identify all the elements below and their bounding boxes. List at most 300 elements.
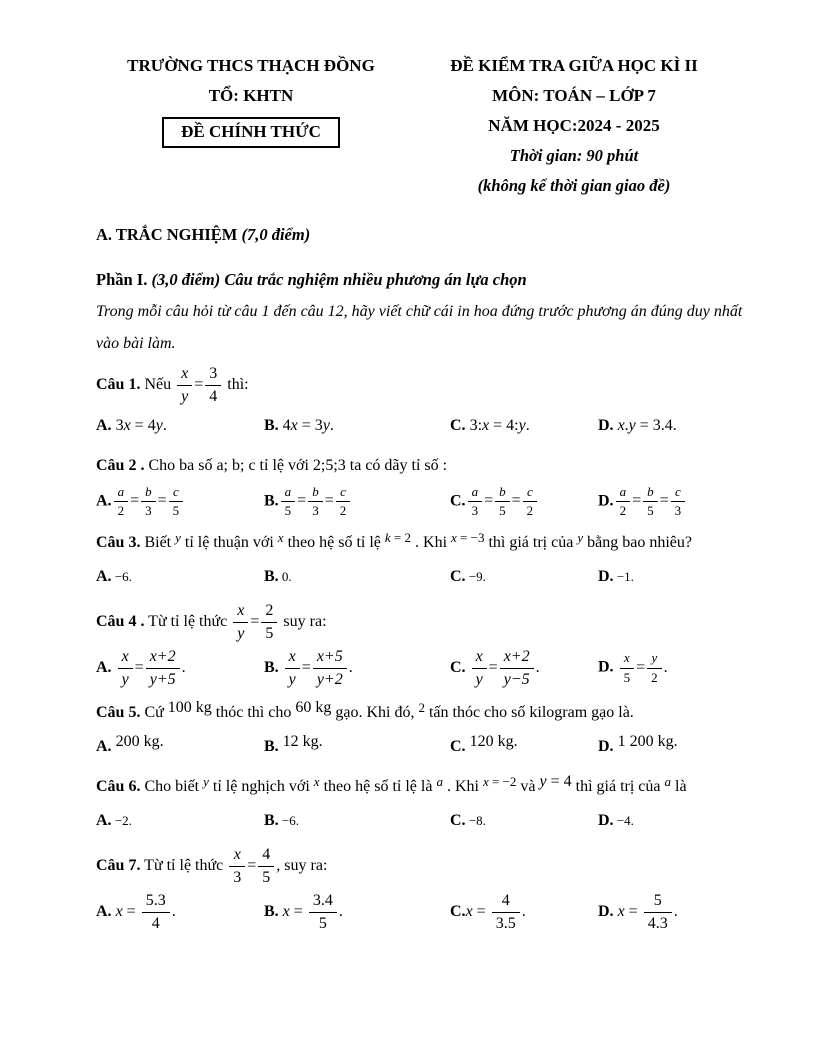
question-1-option-c [450, 415, 598, 437]
fraction-denominator: 4 [151, 914, 160, 932]
option-text [614, 650, 668, 685]
exam-title: ĐỀ KIỂM TRA GIỮA HỌC KÌ II [450, 56, 698, 75]
fraction [616, 484, 631, 520]
question-2-option-a [96, 484, 264, 520]
question-5-text [140, 698, 634, 721]
text-fragment: = 4: [489, 416, 519, 434]
option-letter: A. [96, 492, 112, 510]
text-fragment: = [624, 902, 642, 920]
fraction-numerator: x [118, 647, 133, 669]
question-6-option-a [96, 810, 264, 832]
question-5-option-d [598, 733, 742, 758]
fraction [141, 484, 156, 520]
text-fragment: tỉ lệ nghịch với [208, 777, 314, 795]
fraction-denominator: 3 [145, 503, 152, 519]
text-fragment: . Khi [442, 777, 483, 795]
fraction [500, 647, 534, 690]
question-1-option-b [264, 415, 450, 437]
text-fragment: . [329, 416, 334, 434]
question-4-text [144, 602, 327, 642]
text-fragment: y [539, 772, 547, 790]
text-fragment: 1 200 kg. [613, 733, 678, 751]
option-letter: B. [264, 492, 279, 510]
question-6-text [140, 772, 687, 795]
fraction-numerator: c [523, 484, 538, 503]
question-2-options [96, 484, 742, 520]
fraction-denominator: 2 [651, 669, 658, 685]
fraction [620, 650, 635, 686]
fraction [229, 845, 245, 888]
text-fragment: = [636, 658, 646, 676]
text-fragment: 3 [111, 416, 124, 434]
text-fragment: . [338, 902, 343, 920]
option-letter: C. [450, 492, 466, 510]
text-fragment: suy ra: [279, 613, 327, 631]
text-fragment: . [162, 416, 167, 434]
option-letter: D. [598, 738, 614, 756]
option-letter: D. [598, 492, 614, 510]
text-fragment: a [664, 773, 671, 789]
option-letter: D. [598, 902, 614, 920]
question-2-label: Câu 2 . [96, 456, 145, 474]
text-fragment: = [511, 492, 521, 510]
question-7-option-b [264, 891, 450, 934]
fraction [643, 484, 658, 520]
text-fragment: k [384, 529, 391, 545]
fraction-numerator: 5 [644, 891, 672, 913]
fraction-denominator: 4.3 [647, 914, 668, 932]
question-3-options [96, 561, 742, 594]
text-fragment: 200 kg. [111, 733, 164, 751]
text-fragment: −1. [613, 569, 634, 585]
fraction-denominator: 5 [623, 669, 631, 685]
option-letter: D. [598, 416, 614, 434]
fraction-numerator: b [643, 484, 658, 503]
fraction-numerator: a [616, 484, 631, 503]
text-fragment: y [203, 773, 209, 789]
option-letter: A. [96, 658, 112, 676]
text-fragment: x [617, 902, 625, 920]
fraction [281, 484, 296, 520]
fraction-denominator: 3 [312, 503, 319, 519]
text-fragment: −8. [465, 813, 486, 829]
fraction-numerator: x [472, 647, 487, 669]
question-2 [96, 450, 742, 520]
text-fragment: Từ tỉ lệ thức [144, 613, 232, 631]
option-letter: B. [264, 658, 279, 676]
duration-note: (không kể thời gian giao đề) [477, 176, 671, 195]
fraction [313, 647, 347, 690]
option-letter: D. [598, 812, 614, 830]
fraction [468, 484, 483, 520]
question-7-text [140, 846, 328, 886]
text-fragment: . [348, 658, 353, 676]
option-text [466, 812, 486, 829]
option-letter: B. [264, 568, 279, 586]
fraction-denominator: 2 [117, 503, 125, 519]
part-1-label: Phần I. [96, 270, 148, 290]
fraction [205, 364, 221, 407]
part-1-heading [96, 264, 742, 296]
question-2-option-c [450, 484, 598, 520]
option-letter: C. [450, 568, 466, 586]
text-fragment: . [181, 658, 186, 676]
fraction [285, 647, 300, 690]
option-letter: B. [264, 812, 279, 830]
fraction [177, 364, 192, 407]
text-fragment: = [194, 375, 204, 393]
option-text [112, 568, 132, 585]
text-fragment: −6. [111, 569, 132, 585]
question-2-stem [96, 450, 746, 481]
text-fragment: và [516, 777, 540, 795]
school-year: NĂM HỌC:2024 - 2025 [488, 116, 660, 135]
text-fragment: = 4 [130, 416, 156, 434]
question-3-option-a [96, 566, 264, 588]
fraction-numerator: 5.3 [142, 891, 170, 913]
option-text [279, 417, 334, 434]
text-fragment: . [521, 902, 526, 920]
text-fragment: bằng bao nhiêu? [583, 533, 692, 551]
question-5-label: Câu 5. [96, 703, 141, 721]
fraction-denominator: 5 [265, 624, 274, 642]
question-3-option-d [598, 566, 742, 588]
text-fragment: Từ tỉ lệ thức [140, 857, 228, 875]
text-fragment: Nếu [140, 375, 176, 393]
fraction-denominator: 5 [284, 503, 292, 519]
fraction-denominator: y [181, 387, 189, 405]
text-fragment: x [115, 902, 123, 920]
text-fragment: y [628, 416, 636, 434]
text-fragment: = [130, 492, 140, 510]
option-text [614, 568, 634, 585]
text-fragment: x [123, 416, 131, 434]
option-text [614, 483, 688, 519]
fraction [309, 891, 337, 934]
text-fragment: thì giá trị của [484, 533, 578, 551]
header-right [406, 56, 742, 206]
text-fragment: = [297, 492, 307, 510]
question-6-option-c [450, 810, 598, 832]
option-text [279, 568, 292, 585]
fraction-numerator: c [336, 484, 351, 503]
text-fragment: y [175, 529, 181, 545]
question-3 [96, 527, 742, 594]
fraction-numerator: x [285, 647, 300, 669]
question-4-option-a [96, 647, 264, 690]
question-6-option-d [598, 810, 742, 832]
text-fragment: −9. [465, 569, 486, 585]
fraction-denominator: 3 [233, 868, 242, 886]
fraction [261, 601, 277, 644]
option-text [279, 647, 353, 688]
option-text [112, 483, 186, 519]
option-letter: C. [450, 902, 466, 920]
text-fragment: x [277, 529, 284, 545]
text-fragment: a [436, 773, 443, 789]
fraction-numerator: 4 [258, 845, 274, 867]
fraction [142, 891, 170, 934]
text-fragment: = [472, 902, 490, 920]
text-fragment [112, 659, 116, 676]
exam-header [96, 56, 742, 206]
question-1-options [96, 410, 742, 443]
fraction-denominator: y [288, 670, 296, 688]
text-fragment: . [171, 902, 176, 920]
text-fragment: = [289, 902, 307, 920]
section-a-heading [96, 219, 742, 251]
question-5-stem [96, 697, 746, 728]
fraction-denominator: 4 [209, 387, 218, 405]
fraction-numerator: a [114, 484, 129, 503]
option-text [112, 733, 164, 750]
fraction [647, 650, 662, 686]
fraction [114, 484, 129, 520]
fraction-numerator: x [233, 601, 248, 623]
question-4 [96, 601, 742, 690]
question-2-text [144, 457, 447, 474]
fraction-denominator: 5 [318, 914, 327, 932]
fraction-numerator: x [177, 364, 192, 386]
text-fragment: thóc thì cho [211, 703, 296, 721]
text-fragment: = 3 [297, 416, 323, 434]
text-fragment: , suy ra: [276, 857, 328, 875]
text-fragment: thì: [223, 375, 249, 393]
fraction-numerator: x+2 [500, 647, 534, 669]
option-letter: B. [264, 416, 279, 434]
fraction-denominator: y [237, 624, 245, 642]
option-text [466, 733, 518, 750]
fraction-numerator: 4 [492, 891, 520, 913]
text-fragment: x [482, 773, 489, 789]
exam-subject: MÔN: TOÁN – LỚP 7 [492, 86, 656, 105]
text-fragment: theo hệ số tỉ lệ [283, 533, 385, 551]
fraction-denominator: 3 [674, 503, 682, 519]
question-5-option-a [96, 733, 264, 758]
fraction-numerator: 2 [261, 601, 277, 623]
option-letter: A. [96, 902, 112, 920]
text-fragment: = 4 [546, 772, 572, 790]
instruction-text: Trong mỗi câu hỏi từ câu 1 đến câu 12, hãy viết chữ cái in hoa đứng trước phương án đúng duy nhất vào bài làm. [96, 303, 743, 352]
fraction-numerator: c [671, 484, 686, 503]
question-6-options [96, 805, 742, 838]
text-fragment: . [663, 658, 668, 676]
option-letter: B. [264, 902, 279, 920]
text-fragment: gạo. Khi đó, [331, 703, 419, 721]
text-fragment: x [617, 416, 625, 434]
fraction-numerator: x [229, 845, 245, 867]
text-fragment: 120 kg. [465, 733, 518, 751]
section-a-points: (7,0 điểm) [241, 225, 311, 244]
text-fragment: −6. [278, 813, 300, 829]
text-fragment: Cho biết [140, 777, 204, 795]
text-fragment: = [324, 492, 334, 510]
text-fragment: = [157, 492, 167, 510]
question-6-label: Câu 6. [96, 777, 141, 795]
text-fragment: x [290, 416, 298, 434]
text-fragment: 3: [465, 416, 483, 434]
question-1-option-d [598, 415, 742, 437]
option-text [279, 483, 353, 519]
fraction-denominator: y [121, 670, 129, 688]
fraction-numerator: y [647, 650, 662, 669]
text-fragment: x [282, 902, 290, 920]
question-4-option-d [598, 650, 742, 686]
text-fragment: . [624, 416, 629, 434]
option-letter: D. [598, 568, 614, 586]
question-5 [96, 697, 742, 764]
text-fragment: x [451, 529, 457, 545]
question-5-option-c [450, 733, 598, 758]
fraction-numerator: x+2 [146, 647, 180, 669]
text-fragment: tỉ lệ thuận với [180, 533, 278, 551]
option-letter: C. [450, 658, 466, 676]
question-4-option-c [450, 647, 598, 690]
text-fragment: = −2 [488, 773, 517, 789]
header-left [96, 56, 406, 206]
fraction [472, 647, 487, 690]
fraction [233, 601, 248, 644]
text-fragment: = [134, 658, 144, 676]
question-1-option-a [96, 415, 264, 437]
option-text [466, 647, 540, 688]
text-fragment: = [488, 658, 498, 676]
fraction-denominator: 2 [339, 503, 347, 519]
fraction [495, 484, 510, 520]
option-text [466, 483, 540, 519]
fraction [671, 484, 686, 520]
text-fragment: x [465, 902, 473, 920]
option-text [279, 812, 299, 829]
option-text [614, 733, 678, 750]
fraction-denominator: 5 [172, 503, 180, 519]
fraction-numerator: a [468, 484, 483, 503]
fraction-denominator: 2 [619, 503, 627, 519]
text-fragment: theo hệ số tỉ lệ là [319, 777, 437, 795]
option-text [279, 891, 343, 932]
fraction-numerator: x [620, 650, 635, 669]
option-letter: A. [96, 812, 112, 830]
text-fragment: thì giá trị của [571, 777, 665, 795]
text-fragment: x [313, 773, 320, 789]
text-fragment: = [301, 658, 311, 676]
text-fragment: y [577, 529, 584, 545]
option-letter: C. [450, 416, 466, 434]
question-4-label: Câu 4 . [96, 613, 145, 631]
question-7-stem [96, 845, 746, 888]
option-text [614, 417, 677, 434]
text-fragment: = [632, 492, 642, 510]
question-1-text [140, 364, 249, 405]
option-letter: C. [450, 738, 466, 756]
text-fragment [614, 659, 618, 676]
fraction-numerator: c [169, 484, 184, 503]
option-text [112, 647, 186, 688]
question-3-text [140, 529, 692, 551]
question-3-option-c [450, 566, 598, 588]
option-text [465, 891, 526, 932]
text-fragment: −2. [111, 813, 132, 829]
text-fragment: y [322, 416, 330, 434]
text-fragment: −4. [613, 813, 634, 829]
fraction-numerator: x+5 [313, 647, 347, 669]
text-fragment: 4 [278, 416, 291, 434]
option-letter: A. [96, 416, 112, 434]
option-letter: A. [96, 568, 112, 586]
fraction [336, 484, 351, 520]
option-letter: A. [96, 738, 112, 756]
fraction-numerator: a [281, 484, 296, 503]
fraction-numerator: 3.4 [309, 891, 337, 913]
option-text [112, 891, 176, 932]
text-fragment: . [673, 902, 678, 920]
question-3-stem [96, 527, 746, 558]
text-fragment: . [525, 416, 530, 434]
fraction-denominator: 5 [262, 868, 271, 886]
question-4-stem [96, 601, 746, 644]
text-fragment: y [155, 416, 163, 434]
section-a-title: A. TRẮC NGHIỆM [96, 225, 238, 244]
question-2-option-b [264, 484, 450, 520]
option-letter: D. [598, 658, 614, 676]
fraction-denominator: y−5 [503, 670, 530, 688]
text-fragment: = 2 [390, 529, 412, 545]
exam-type-line [96, 116, 406, 148]
option-text [112, 812, 132, 829]
option-text [614, 891, 678, 932]
fraction [523, 484, 538, 520]
text-fragment: . [535, 658, 540, 676]
fraction-numerator: b [495, 484, 510, 503]
option-text [466, 568, 486, 585]
question-6 [96, 771, 742, 838]
text-fragment: y [518, 416, 526, 434]
text-fragment: tấn thóc cho số kilogram gạo là. [424, 703, 634, 721]
question-1-stem [96, 364, 746, 407]
fraction-denominator: 3.5 [495, 914, 516, 932]
question-6-stem [96, 771, 746, 802]
question-7-option-c [450, 891, 598, 934]
text-fragment: 60 kg [295, 698, 332, 716]
fraction [308, 484, 323, 520]
fraction [492, 891, 520, 934]
text-fragment: Biết [140, 533, 176, 551]
question-2-option-d [598, 484, 742, 520]
option-text [466, 417, 530, 434]
exam-type-box: ĐỀ CHÍNH THỨC [162, 117, 340, 148]
question-1-label: Câu 1. [96, 375, 141, 393]
question-7-option-a [96, 891, 264, 934]
option-text [112, 417, 167, 434]
text-fragment: = [250, 613, 260, 631]
exam-duration: Thời gian: 90 phút [509, 146, 639, 165]
question-7-options [96, 891, 742, 934]
option-letter: C. [450, 812, 466, 830]
question-7-option-d [598, 891, 742, 934]
text-fragment [466, 659, 470, 676]
fraction-denominator: 3 [471, 503, 479, 519]
text-fragment: = [122, 902, 140, 920]
fraction-numerator: b [141, 484, 156, 503]
text-fragment: = [247, 857, 257, 875]
question-4-options [96, 647, 742, 690]
text-fragment: 0. [278, 569, 292, 585]
text-fragment [279, 659, 283, 676]
question-7-label: Câu 7. [96, 857, 141, 875]
fraction [258, 845, 274, 888]
question-6-option-b [264, 810, 450, 832]
text-fragment: Cứ [140, 703, 168, 721]
